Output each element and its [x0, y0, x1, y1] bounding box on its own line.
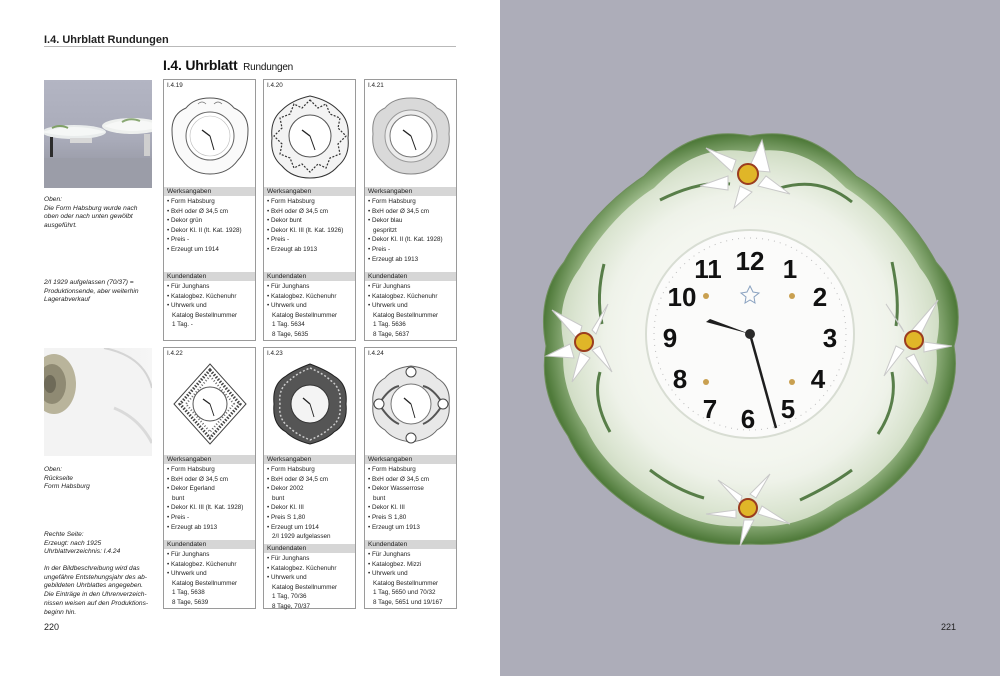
- page-number-right: 221: [941, 622, 957, 632]
- caption-explanation: In der Bildbeschreibung wird das ungefähre Entstehungsjahr des ab- gebildeten Uhrblattes angegeben. Die Einträge in den Uhrenverzeich- nissen weisen auf den Produktions- beginn hin.: [44, 565, 149, 616]
- section-header-kundendaten: Kundendaten: [365, 272, 456, 281]
- numeral-8: 8: [672, 364, 688, 394]
- photo-back-side: [44, 348, 152, 456]
- kundendaten-list: • Für Junghans • Katalogbez. Küchenuhr • Uhrwerk und Katalog Bestellnummer 1 Tag, 70/36 8 Tage, 70/37: [267, 555, 338, 610]
- section-title: [163, 57, 293, 73]
- numeral-9: 9: [662, 323, 678, 353]
- section-header-werksangaben: Werksangaben: [365, 187, 456, 196]
- photo-side-view: [44, 80, 152, 188]
- section-title-sub: Rundungen: [243, 62, 294, 73]
- section-header-werksangaben: Werksangaben: [264, 187, 355, 196]
- clock-thumbnail: [168, 90, 252, 186]
- caption-right-page: Rechte Seite: Erzeugt: nach 1925 Uhrblattverzeichnis: I.4.24: [44, 531, 121, 556]
- numeral-2: 2: [812, 282, 828, 312]
- header-rule: [44, 46, 456, 47]
- card-id: I.4.19: [167, 82, 183, 89]
- card-id: I.4.20: [267, 82, 283, 89]
- caption-back-side: Oben: Rückseite Form Habsburg: [44, 466, 90, 491]
- section-header-kundendaten: Kundendaten: [264, 544, 355, 553]
- caption-production-end: 2/I 1929 aufgelassen (70/37) = Produktionsende, aber weiterhin Lagerabverkauf: [44, 279, 139, 304]
- werksangaben-list: • Form Habsburg • BxH oder Ø 34,5 cm • Dekor bunt • Dekor Kl. III (lt. Kat. 1926) • Preis - • Erzeugt ab 1913: [267, 198, 344, 253]
- hand-hub: [745, 329, 755, 339]
- section-header-kundendaten: Kundendaten: [164, 272, 255, 281]
- card-id: I.4.23: [267, 350, 283, 357]
- numeral-3: 3: [822, 323, 838, 353]
- numeral-6: 6: [740, 404, 756, 434]
- catalog-card: [263, 79, 356, 341]
- right-page: [500, 0, 1000, 676]
- werksangaben-list: • Form Habsburg • BxH oder Ø 34,5 cm • Dekor grün • Dekor Kl. II (lt. Kat. 1928) • Preis - • Erzeugt um 1914: [167, 198, 242, 253]
- section-header-kundendaten: Kundendaten: [264, 272, 355, 281]
- section-header-werksangaben: Werksangaben: [264, 455, 355, 464]
- clock-plate-photo: [500, 0, 1000, 676]
- kundendaten-list: • Für Junghans • Katalogbez. Küchenuhr • Uhrwerk und Katalog Bestellnummer 1 Tag. -: [167, 283, 238, 329]
- section-header-kundendaten: Kundendaten: [365, 540, 456, 549]
- catalog-card: [263, 347, 356, 609]
- numeral-11: 11: [694, 254, 722, 284]
- numeral-10: 10: [667, 282, 697, 312]
- section-title-main: I.4. Uhrblatt: [163, 57, 238, 73]
- section-header-werksangaben: Werksangaben: [365, 455, 456, 464]
- clock-thumbnail: [268, 90, 352, 186]
- werksangaben-list: • Form Habsburg • BxH oder Ø 34,5 cm • Dekor Egerland bunt • Dekor Kl. III (lt. Kat. 1928) • Preis - • Erzeugt ab 1913: [167, 466, 244, 531]
- numeral-4: 4: [810, 364, 826, 394]
- running-head: I.4. Uhrblatt Rundungen: [44, 34, 169, 46]
- numeral-7: 7: [702, 394, 718, 424]
- kundendaten-list: • Für Junghans • Katalogbez. Mizzi • Uhrwerk und Katalog Bestellnummer 1 Tag, 5650 und 70/32 8 Tage, 5651 und 19/167: [368, 551, 443, 606]
- clock-thumbnail: [369, 358, 453, 454]
- numeral-1: 1: [782, 254, 798, 284]
- card-id: I.4.21: [368, 82, 384, 89]
- kundendaten-list: • Für Junghans • Katalogbez. Küchenuhr • Uhrwerk und Katalog Bestellnummer 1 Tag. 5636 8 Tage, 5637: [368, 283, 439, 338]
- catalog-card: [163, 79, 256, 341]
- catalog-card: [163, 347, 256, 609]
- numeral-5: 5: [780, 394, 796, 424]
- werksangaben-list: • Form Habsburg • BxH oder Ø 34,5 cm • Dekor blau gespritzt • Dekor Kl. II (lt. Kat. 1928) • Preis - • Erzeugt ab 1913: [368, 198, 443, 263]
- catalog-card: [364, 79, 457, 341]
- caption-form-habsburg: Oben: Die Form Habsburg wurde nach oben oder nach unten gewölbt ausgeführt.: [44, 196, 138, 230]
- kundendaten-list: • Für Junghans • Katalogbez. Küchenuhr • Uhrwerk und Katalog Bestellnummer 1 Tag, 5638 8 Tage, 5639: [167, 551, 238, 606]
- kundendaten-list: • Für Junghans • Katalogbez. Küchenuhr • Uhrwerk und Katalog Bestellnummer 1 Tag. 5634 8 Tage, 5635: [267, 283, 338, 338]
- page-number-left: 220: [44, 622, 60, 632]
- clock-thumbnail: [369, 90, 453, 186]
- numeral-12: 12: [735, 246, 765, 276]
- section-header-werksangaben: Werksangaben: [164, 187, 255, 196]
- werksangaben-list: • Form Habsburg • BxH oder Ø 34,5 cm • Dekor Wasserrose bunt • Dekor Kl. III • Preis S 1,80 • Erzeugt um 1913: [368, 466, 429, 531]
- werksangaben-list: • Form Habsburg • BxH oder Ø 34,5 cm • Dekor 2002 bunt • Dekor Kl. III • Preis S 1,80 • Erzeugt um 1914 2/I 1929 aufgelassen: [267, 466, 331, 541]
- card-id: I.4.22: [167, 350, 183, 357]
- clock-thumbnail: [268, 358, 352, 454]
- section-header-kundendaten: Kundendaten: [164, 540, 255, 549]
- clock-thumbnail: [168, 358, 252, 454]
- catalog-card: [364, 347, 457, 609]
- card-id: I.4.24: [368, 350, 384, 357]
- section-header-werksangaben: Werksangaben: [164, 455, 255, 464]
